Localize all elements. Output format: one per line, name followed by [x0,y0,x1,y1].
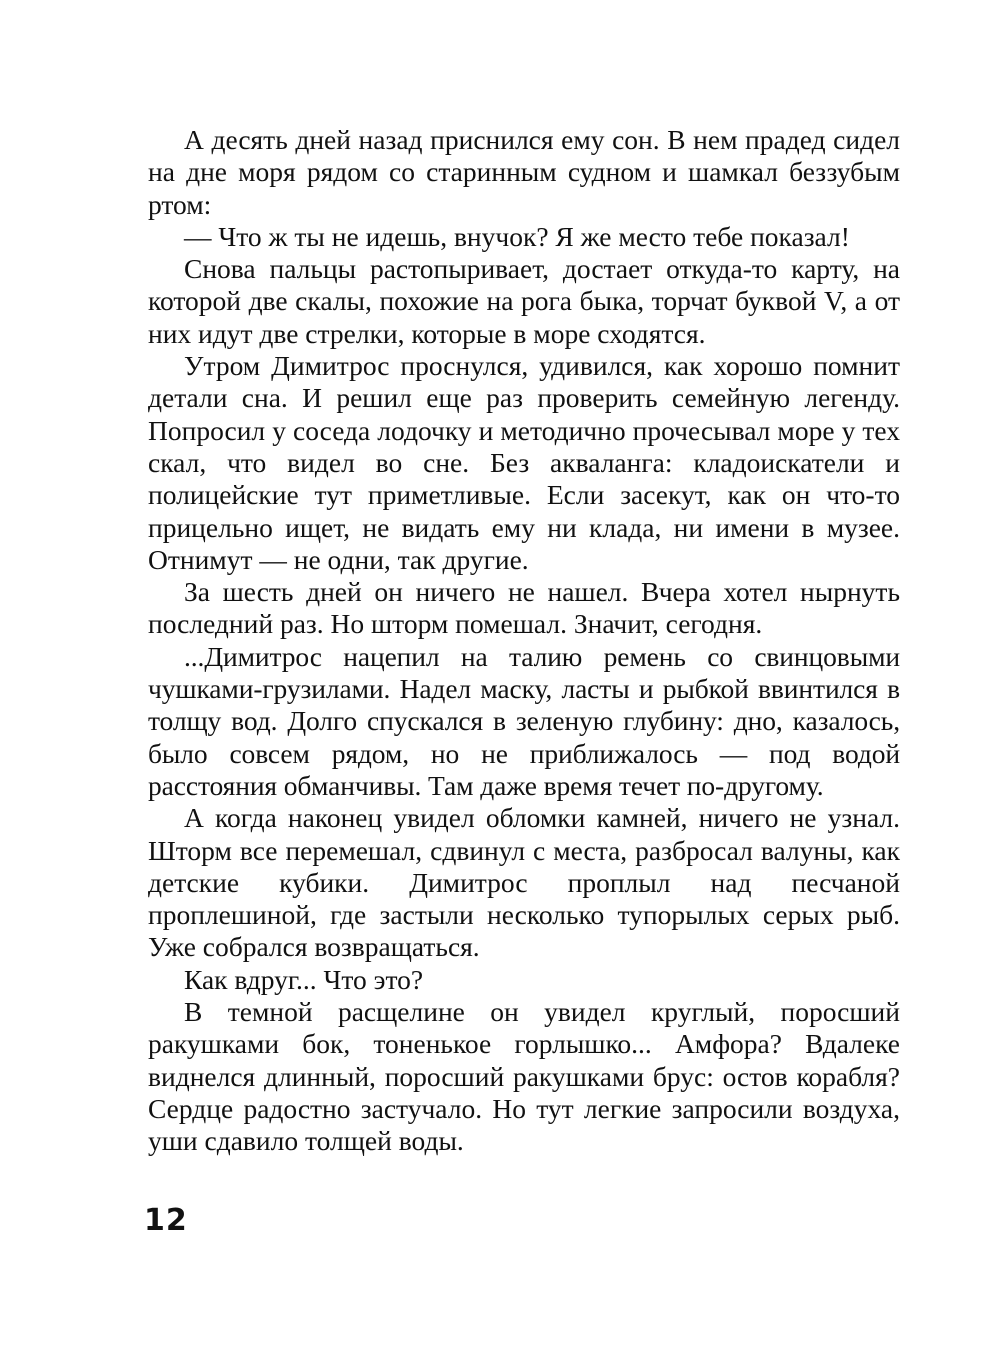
paragraph-7: А когда наконец увидел обломки камней, ничего не узнал. Шторм все перемешал, сдвинул с места, разбросал валуны, как детские кубики. Димитрос проплыл над песчаной проплешиной, где застыли несколько тупорылых серых рыб. Уже собрался возвращаться. [148,802,900,963]
paragraph-4: Утром Димитрос проснулся, удивился, как хорошо помнит детали сна. И решил еще раз проверить семейную легенду. Попросил у соседа лодочку и методично прочесывал море у тех скал, что видел во сне. Без акваланга: кладоискатели и полицейские тут приметливые. Если засекут, как он что-то прицельно ищет, не видать ему ни клада, ни имени в музее. Отнимут — не одни, так другие. [148,350,900,575]
book-page-text [148,124,900,1158]
paragraph-8: Как вдруг... Что это? [184,963,424,995]
paragraph-3: Снова пальцы растопыривает, достает откуда-то карту, на которой две скалы, похожие на рога быка, торчат буквой V, а от них идут две стрелки, которые в море сходятся. [148,253,900,349]
paragraph-6: ...Димитрос нацепил на талию ремень со свинцовыми чушками-грузилами. Надел маску, ласты и рыбкой ввинтился в толщу вод. Долго спускался в зеленую глубину: дно, казалось, было совсем рядом, но не приближалось — под водой расстояния обманчивы. Там даже время течет по-другому. [148,640,900,801]
paragraph-2-dialogue: — Что ж ты не идешь, внучок? Я же место тебе показал! [184,220,850,252]
paragraph-9: В темной расщелине он увидел круглый, поросший ракушками бок, тоненькое горлышко... Амфора? Вдалеке виднелся длинный, поросший ракушками брус: остов корабля? Сердце радостно застучало. Но тут легкие запросили воздуха, уши сдавило толщей воды. [148,996,900,1157]
paragraph-1: А десять дней назад приснился ему сон. В нем прадед сидел на дне моря рядом со старинным судном и шамкал беззубым ртом: [148,124,900,220]
paragraph-5: За шесть дней он ничего не нашел. Вчера хотел нырнуть последний раз. Но шторм помешал. Значит, сегодня. [148,576,900,640]
page-number: 12 [144,1203,188,1238]
